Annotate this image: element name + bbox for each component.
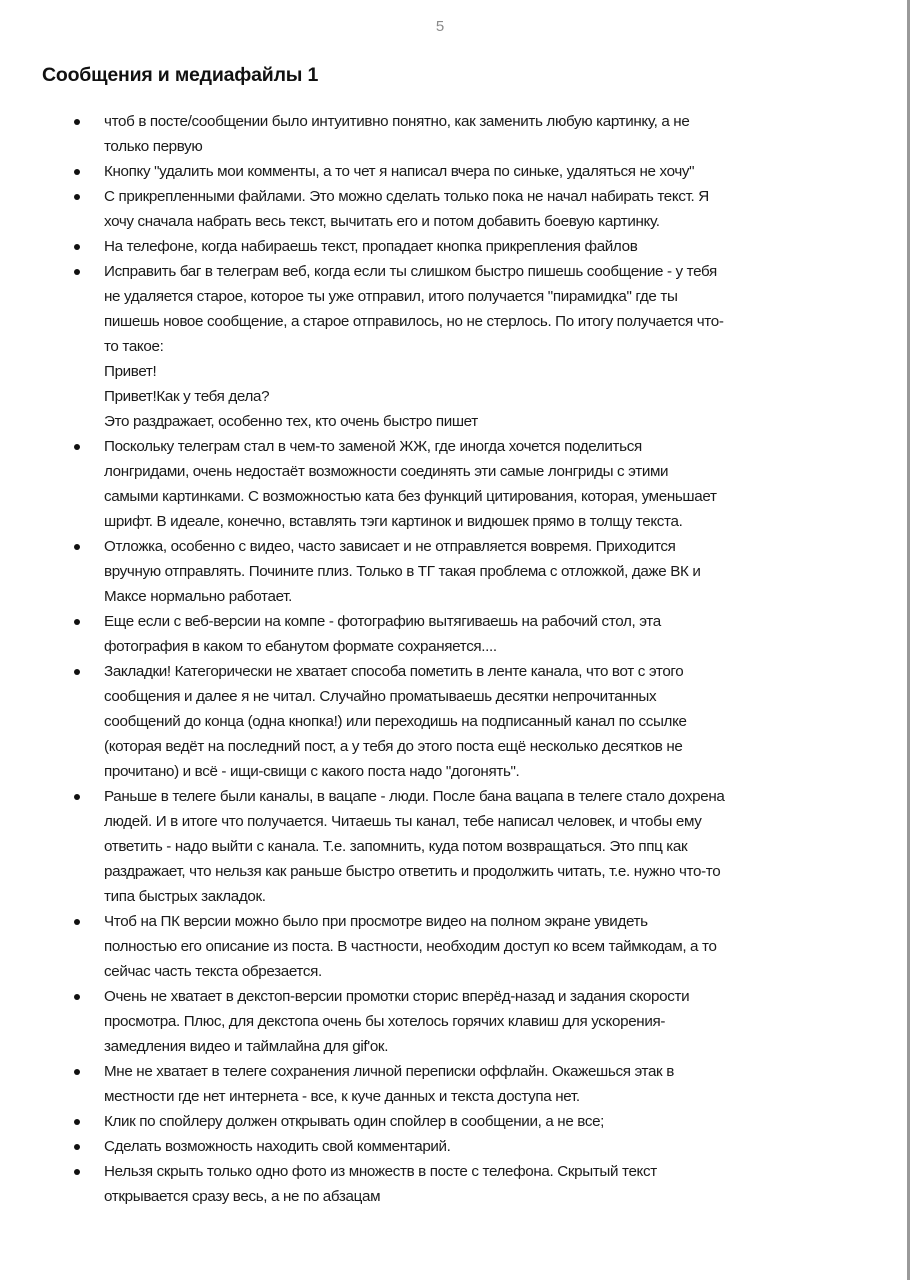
bullet-item (0, 1134, 860, 1159)
bullet-text-line: шрифт. В идеале, конечно, вставлять тэги картинок и видюшек прямо в толщу текста. (104, 513, 683, 530)
bullet-dot-icon (74, 794, 80, 800)
bullet-dot-icon (74, 1119, 80, 1125)
bullet-text-line: Чтоб на ПК версии можно было при просмотре видео на полном экране увидеть (104, 913, 648, 930)
bullet-dot-icon (74, 919, 80, 925)
bullet-text-line: лонгридами, очень недостаёт возможности соединять эти самые лонгриды с этими (104, 463, 669, 480)
bullet-text-line: С прикрепленными файлами. Это можно сделать только пока не начал набирать текст. Я (104, 188, 709, 205)
bullet-text-line: Кнопку "удалить мои комменты, а то чет я написал вчера по синьке, удаляться не хочу" (104, 163, 695, 180)
bullet-text-line: вручную отправлять. Почините плиз. Только в ТГ такая проблема с отложкой, даже ВК и (104, 563, 701, 580)
bullet-item (0, 234, 860, 259)
bullet-text-line: ответить - надо выйти с канала. Т.е. запомнить, куда потом возвращаться. Это ппц как (104, 838, 688, 855)
bullet-text-line: Максе нормально работает. (104, 588, 292, 605)
bullet-text-line: полностью его описание из поста. В частности, необходим доступ ко всем таймкодам, а то (104, 938, 717, 955)
bullet-text-line: сообщений до конца (одна кнопка!) или переходишь на подписанный канал по ссылке (104, 713, 687, 730)
bullet-text-line: Это раздражает, особенно тех, кто очень быстро пишет (104, 413, 478, 430)
bullet-text-line: открывается сразу весь, а не по абзацам (104, 1188, 381, 1205)
bullet-text-line: На телефоне, когда набираешь текст, пропадает кнопка прикрепления файлов (104, 238, 638, 255)
bullet-text-line: людей. И в итоге что получается. Читаешь ты канал, тебе написал человек, и чтобы ему (104, 813, 702, 830)
bullet-dot-icon (74, 669, 80, 675)
bullet-item (0, 534, 860, 609)
page-number: 5 (435, 18, 445, 35)
bullet-text-line: Закладки! Категорически не хватает способа пометить в ленте канала, что вот с этого (104, 663, 684, 680)
section-title: Сообщения и медиафайлы 1 (42, 64, 319, 86)
bullet-item (0, 109, 860, 159)
bullet-text-line: Привет! (104, 363, 157, 380)
bullet-item (0, 784, 860, 909)
bullet-text-line: местности где нет интернета - все, к куче данных и текста доступа нет. (104, 1088, 580, 1105)
bullet-text-line: раздражает, что нельзя как раньше быстро ответить и продолжить читать, т.е. нужно что-то (104, 863, 721, 880)
bullet-text-line: сейчас часть текста обрезается. (104, 963, 322, 980)
bullet-text-line: Клик по спойлеру должен открывать один спойлер в сообщении, а не все; (104, 1113, 605, 1130)
bullet-item (0, 1109, 860, 1134)
bullet-item (0, 659, 860, 784)
bullet-text-line: Мне не хватает в телеге сохранения личной переписки оффлайн. Окажешься этак в (104, 1063, 674, 1080)
bullet-item (0, 984, 860, 1059)
bullet-text-line: чтоб в посте/сообщении было интуитивно понятно, как заменить любую картинку, а не (104, 113, 690, 130)
bullet-text-line: (которая ведёт на последний пост, а у тебя до этого поста ещё несколько десятков не (104, 738, 683, 755)
bullet-item (0, 1059, 860, 1109)
bullet-dot-icon (74, 1169, 80, 1175)
bullet-item (0, 184, 860, 234)
bullet-text-line: замедления видео и таймлайна для gif'ок. (104, 1038, 389, 1055)
bullet-dot-icon (74, 244, 80, 250)
bullet-item (0, 159, 860, 184)
bullet-dot-icon (74, 119, 80, 125)
bullet-dot-icon (74, 1069, 80, 1075)
bullet-item (0, 434, 860, 534)
bullet-text-line: то такое: (104, 338, 164, 355)
bullet-text-line: хочу сначала набрать весь текст, вычитать его и потом добавить боевую картинку. (104, 213, 660, 230)
bullet-text-line: Еще если с веб-версии на компе - фотографию вытягиваешь на рабочий стол, эта (104, 613, 661, 630)
bullet-item (0, 1159, 860, 1209)
bullet-text-line: Сделать возможность находить свой комментарий. (104, 1138, 451, 1155)
bullet-text-line: просмотра. Плюс, для декстопа очень бы хотелось горячих клавиш для ускорения- (104, 1013, 666, 1030)
bullet-text-line: Отложка, особенно с видео, часто зависает и не отправляется вовремя. Приходится (104, 538, 676, 555)
bullet-item (0, 909, 860, 984)
bullet-text-line: фотография в каком то ебанутом формате сохраняется.... (104, 638, 497, 655)
bullet-text-line: самыми картинками. С возможностью ката без функций цитирования, которая, уменьшает (104, 488, 717, 505)
bullet-item (0, 609, 860, 659)
bullet-dot-icon (74, 194, 80, 200)
bullet-text-line: Привет!Как у тебя дела? (104, 388, 270, 405)
bullet-text-line: только первую (104, 138, 203, 155)
bullet-dot-icon (74, 994, 80, 1000)
bullet-dot-icon (74, 619, 80, 625)
bullet-text-line: типа быстрых закладок. (104, 888, 266, 905)
bullet-text-line: не удаляется старое, которое ты уже отправил, итого получается "пирамидка" где ты (104, 288, 678, 305)
bullet-dot-icon (74, 269, 80, 275)
bullet-dot-icon (74, 169, 80, 175)
bullet-item (0, 259, 860, 434)
bullet-text-line: пишешь новое сообщение, а старое отправилось, но не стерлось. По итогу получается что- (104, 313, 724, 330)
bullet-text-line: Очень не хватает в декстоп-версии промотки сторис вперёд-назад и задания скорости (104, 988, 690, 1005)
feedback-bullet-list (0, 109, 860, 1209)
bullet-text-line: Исправить баг в телеграм веб, когда если ты слишком быстро пишешь сообщение - у тебя (104, 263, 717, 280)
bullet-dot-icon (74, 544, 80, 550)
bullet-text-line: Раньше в телеге были каналы, в вацапе - люди. После бана вацапа в телеге стало дохрена (104, 788, 725, 805)
bullet-text-line: сообщения и далее я не читал. Случайно проматываешь десятки непрочитанных (104, 688, 657, 705)
bullet-dot-icon (74, 444, 80, 450)
bullet-text-line: Нельзя скрыть только одно фото из множеств в посте с телефона. Скрытый текст (104, 1163, 657, 1180)
bullet-dot-icon (74, 1144, 80, 1150)
bullet-text-line: Поскольку телеграм стал в чем-то заменой ЖЖ, где иногда хочется поделиться (104, 438, 642, 455)
bullet-text-line: прочитано) и всё - ищи-свищи с какого поста надо "догонять". (104, 763, 520, 780)
